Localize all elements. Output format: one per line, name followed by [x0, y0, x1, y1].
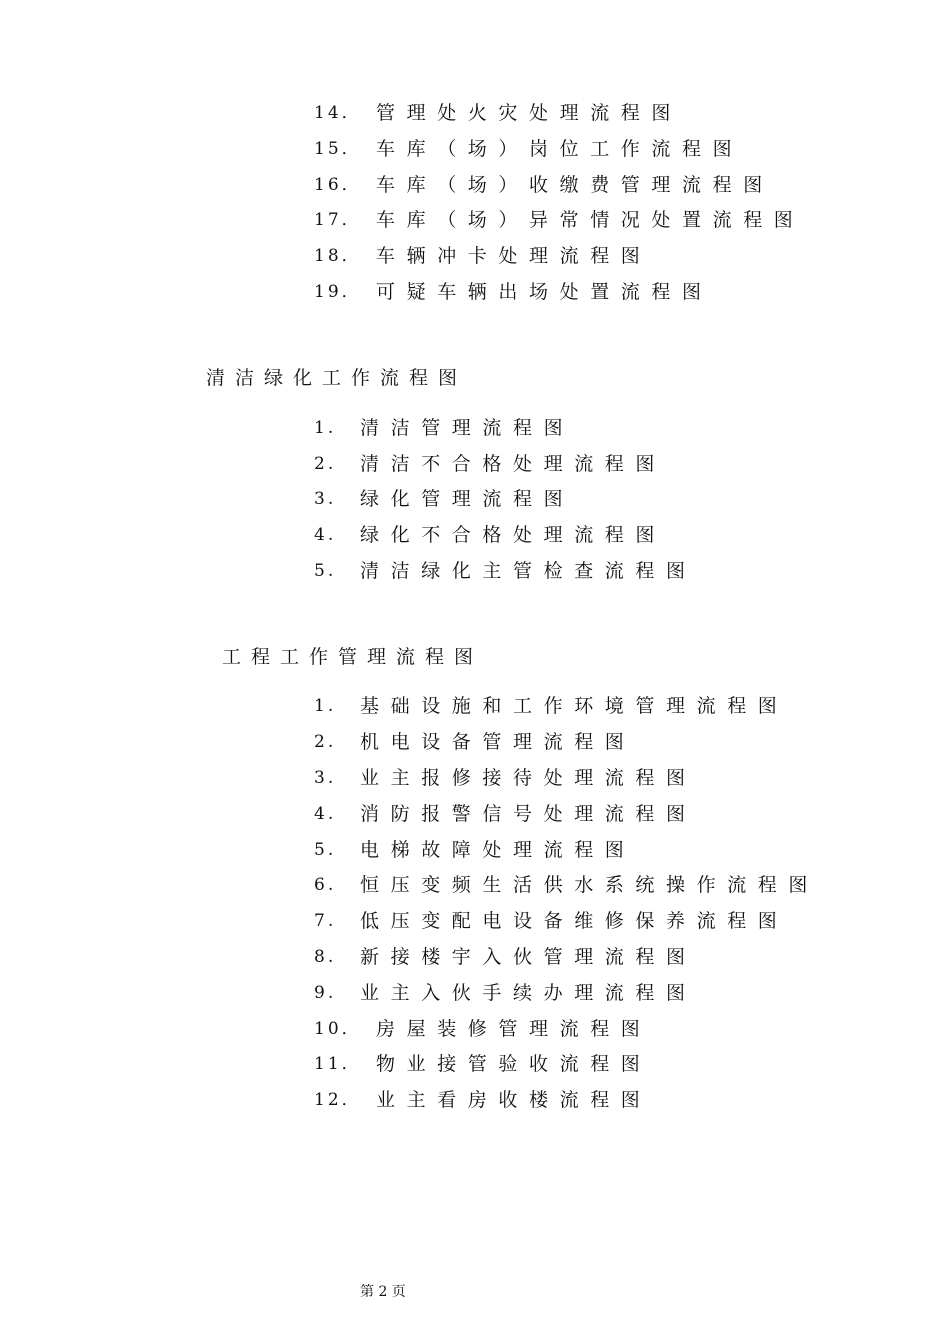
list-item [314, 452, 666, 476]
list-item [314, 694, 788, 718]
item-number: 5. [314, 840, 337, 860]
list-item [314, 909, 788, 933]
item-text: 电梯故障处理流程图 [360, 839, 636, 861]
item-text: 消防报警信号处理流程图 [360, 803, 697, 825]
item-text: 清洁绿化主管检查流程图 [360, 560, 697, 582]
item-text: 清洁不合格处理流程图 [360, 453, 667, 475]
item-text: 新接楼宇入伙管理流程图 [360, 946, 697, 968]
list-item [314, 945, 697, 969]
item-number: 12． [314, 1090, 362, 1110]
item-text: 车库（场）收缴费管理流程图 [376, 174, 774, 196]
item-number: 10． [314, 1019, 362, 1039]
list-item [314, 802, 697, 826]
item-text: 可疑车辆出场处置流程图 [376, 281, 713, 303]
item-text: 业主入伙手续办理流程图 [360, 982, 697, 1004]
item-number: 1. [314, 418, 337, 438]
item-number: 3. [314, 489, 337, 509]
list-item [314, 873, 819, 897]
item-text: 车辆冲卡处理流程图 [376, 245, 652, 267]
item-text: 清洁管理流程图 [360, 417, 575, 439]
list-item [314, 523, 666, 547]
item-text: 车库（场）岗位工作流程图 [376, 138, 744, 160]
item-number: 17． [314, 210, 362, 230]
item-number: 9. [314, 983, 337, 1003]
item-number: 3. [314, 768, 337, 788]
item-number: 15． [314, 139, 362, 159]
item-number: 2. [314, 732, 337, 752]
list-item [314, 173, 774, 197]
item-number: 5. [314, 561, 337, 581]
list-item [314, 101, 682, 125]
list-item [314, 487, 574, 511]
item-text: 物业接管验收流程图 [376, 1053, 652, 1075]
item-number: 14． [314, 103, 362, 123]
item-number: 11． [314, 1054, 362, 1074]
item-text: 基础设施和工作环境管理流程图 [360, 695, 789, 717]
list-item [314, 280, 713, 304]
section-heading-engineering: 工程工作管理流程图 [222, 646, 484, 668]
list-item [314, 730, 635, 754]
item-text: 房屋装修管理流程图 [376, 1018, 652, 1040]
item-number: 18． [314, 246, 362, 266]
item-text: 机电设备管理流程图 [360, 731, 636, 753]
list-item [314, 766, 697, 790]
list-item [314, 244, 651, 268]
list-item [314, 559, 697, 583]
item-number: 6. [314, 875, 337, 895]
item-number: 2. [314, 454, 337, 474]
item-number: 8. [314, 947, 337, 967]
list-item [314, 981, 697, 1005]
list-item [314, 1017, 651, 1041]
item-number: 16． [314, 175, 362, 195]
list-item [314, 838, 635, 862]
list-item [314, 1052, 651, 1076]
list-item [314, 1088, 651, 1112]
section-heading-cleaning: 清洁绿化工作流程图 [206, 367, 468, 389]
item-text: 车库（场）异常情况处置流程图 [376, 209, 805, 231]
list-item [314, 208, 804, 232]
item-number: 7. [314, 911, 337, 931]
item-text: 业主报修接待处理流程图 [360, 767, 697, 789]
item-text: 绿化不合格处理流程图 [360, 524, 667, 546]
item-text: 管理处火灾处理流程图 [376, 102, 683, 124]
item-text: 低压变配电设备维修保养流程图 [360, 910, 789, 932]
item-number: 1. [314, 696, 337, 716]
item-text: 绿化管理流程图 [360, 488, 575, 510]
item-text: 业主看房收楼流程图 [376, 1089, 652, 1111]
list-item [314, 416, 574, 440]
item-number: 4. [314, 525, 337, 545]
item-text: 恒压变频生活供水系统操作流程图 [360, 874, 820, 896]
item-number: 19． [314, 282, 362, 302]
item-number: 4. [314, 804, 337, 824]
list-item [314, 137, 743, 161]
page-number: 第 2 页 [360, 1284, 406, 1300]
